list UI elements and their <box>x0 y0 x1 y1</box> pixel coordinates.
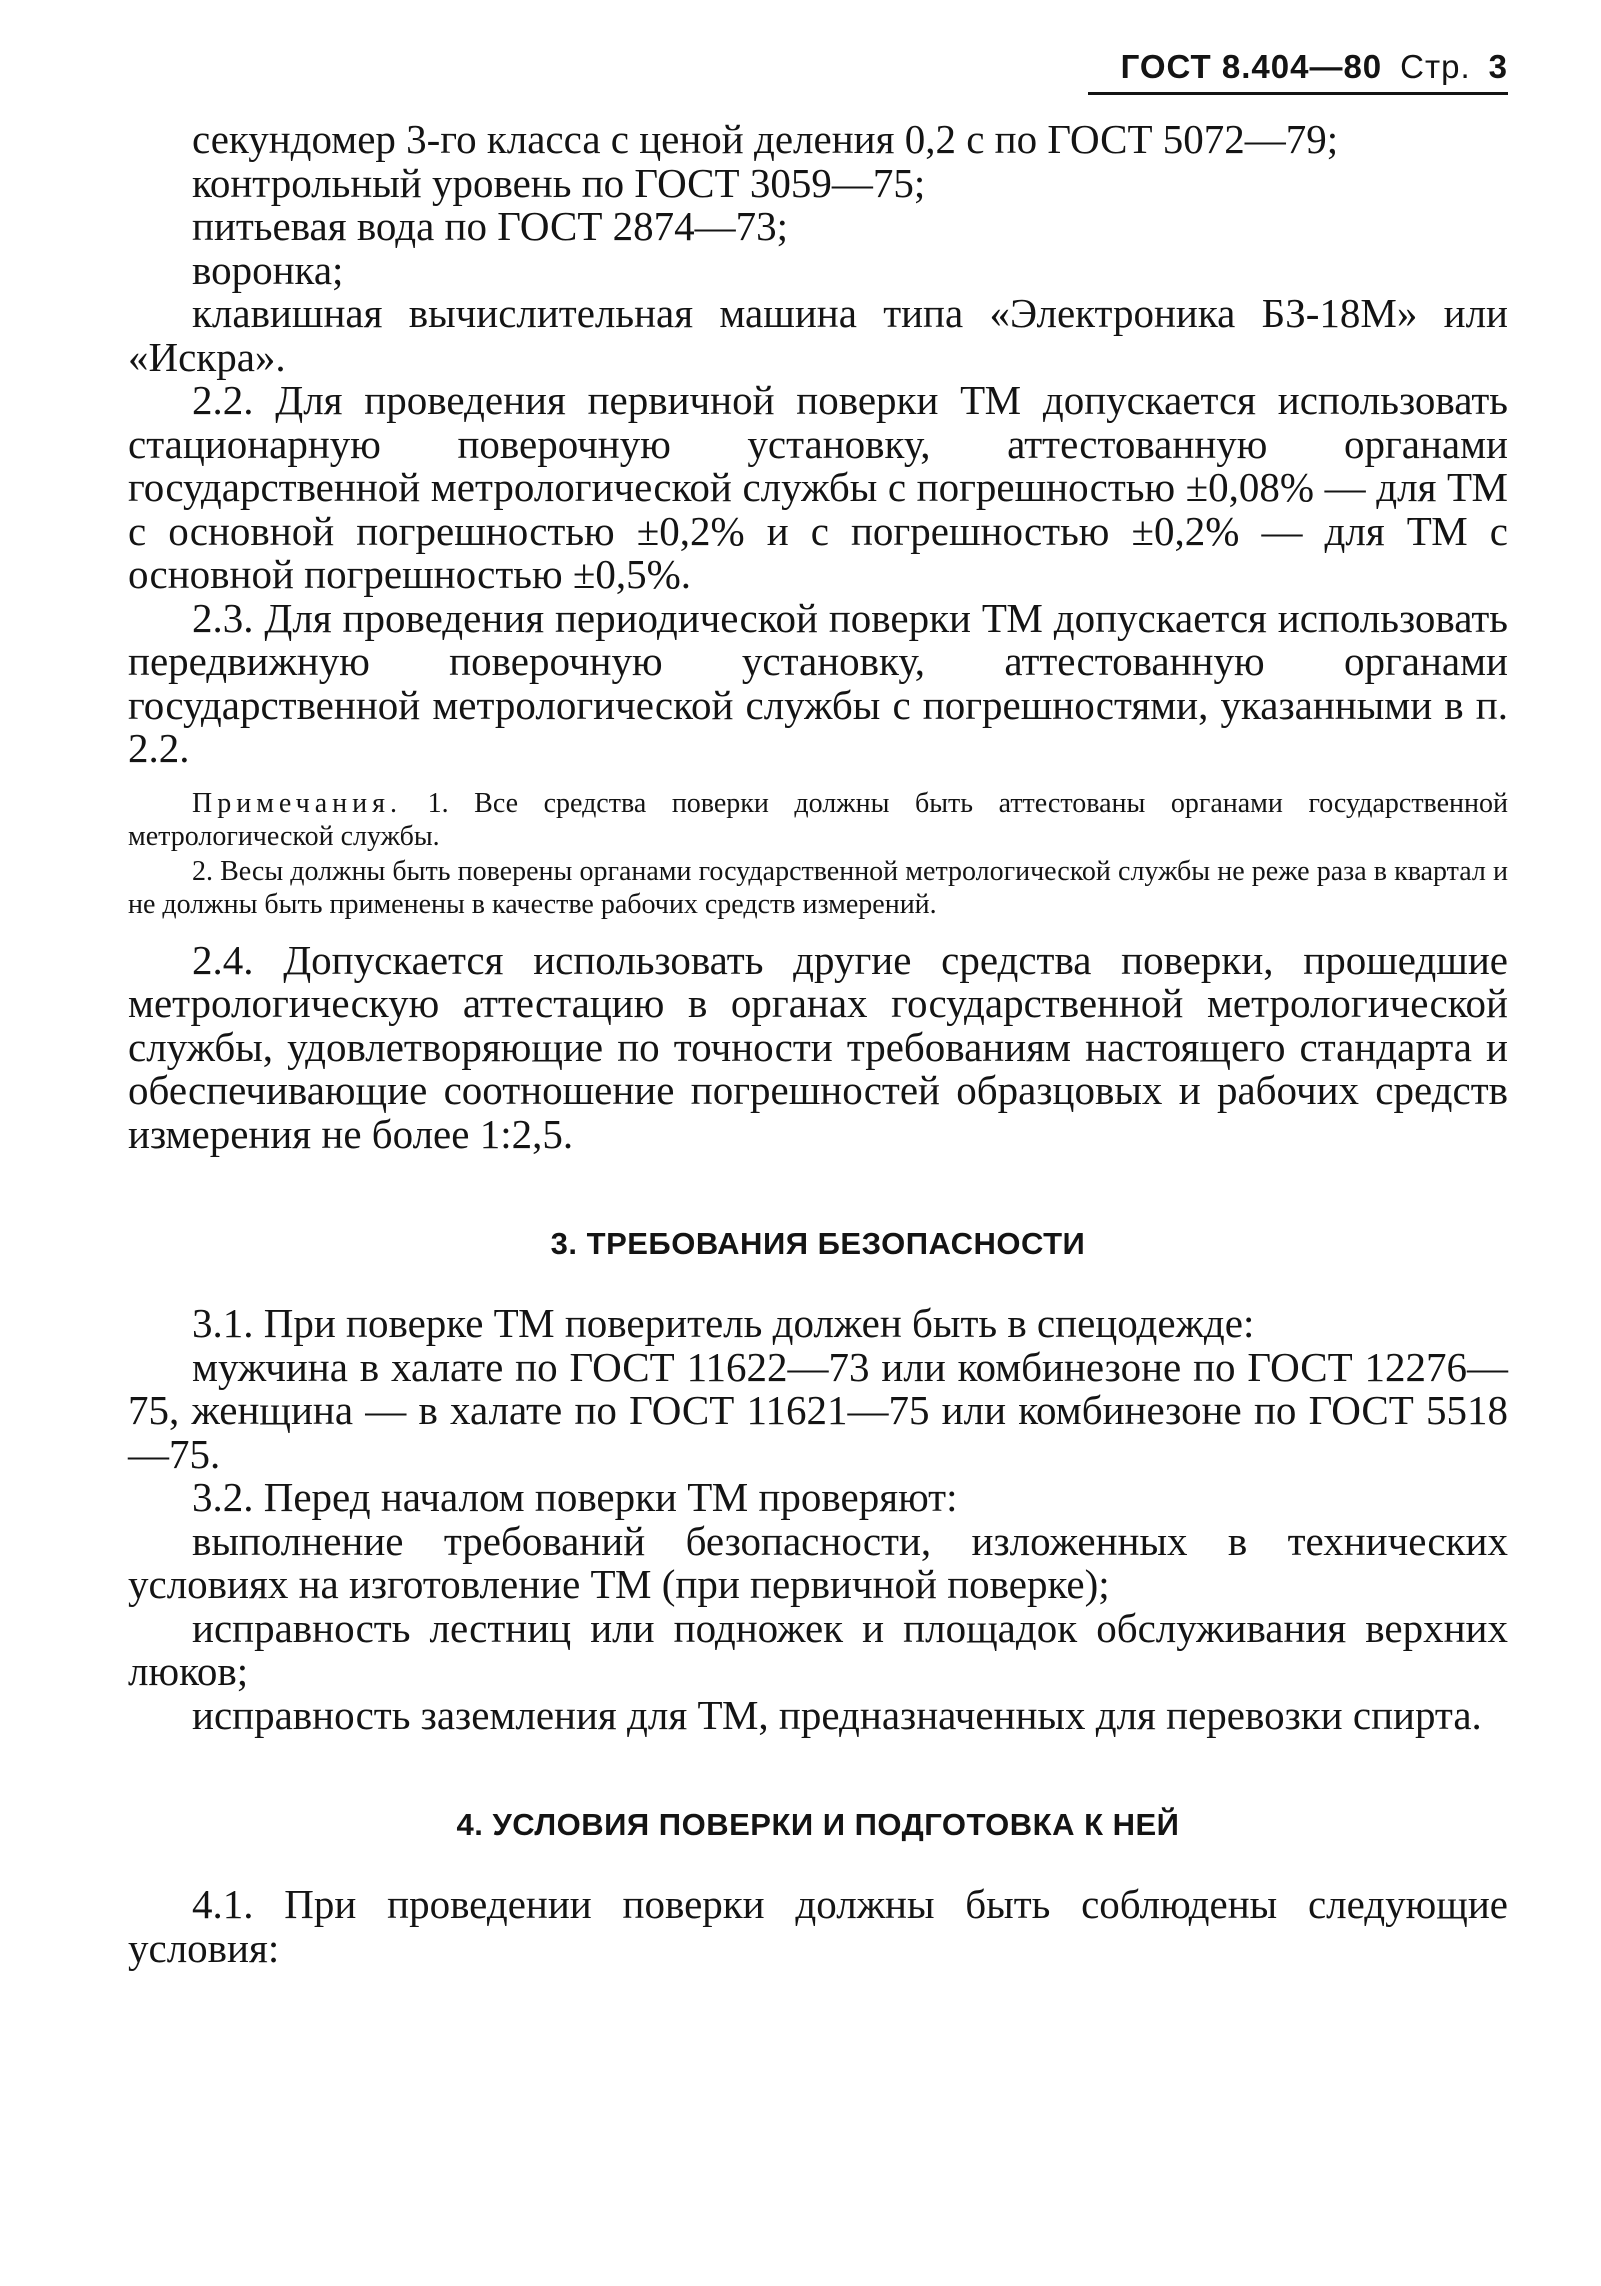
paragraph-2-3: 2.3. Для проведения периодической поверки ТМ допускается использовать передвижную поверочную установку, аттестованную органами государственной метрологической службы с погрешностями, указанными в п. 2.2. <box>128 594 1508 771</box>
header-rule <box>1088 92 1508 95</box>
paragraph-3-1-clothing: мужчина в халате по ГОСТ 11622—73 или комбинезоне по ГОСТ 12276—75, женщина — в халате по ГОСТ 11621—75 или комбинезоне по ГОСТ 5518—75. <box>128 1343 1508 1477</box>
paragraph-4-1: 4.1. При проведении поверки должны быть соблюдены следующие условия: <box>128 1881 1508 1971</box>
paragraph-3-2: 3.2. Перед началом поверки ТМ проверяют: <box>192 1474 958 1520</box>
body-text <box>128 118 1508 1970</box>
section-4-title: 4. УСЛОВИЯ ПОВЕРКИ И ПОДГОТОВКА К НЕЙ <box>456 1807 1180 1842</box>
notes-label: Примечания. <box>192 787 403 819</box>
list-item-level: контрольный уровень по ГОСТ 3059—75; <box>192 159 926 206</box>
check-item-ladders: исправность лестниц или подножек и площадок обслуживания верхних люков; <box>128 1604 1508 1694</box>
page-number: 3 <box>1488 48 1508 85</box>
check-item-grounding: исправность заземления для ТМ, предназначенных для перевозки спирта. <box>192 1691 1482 1738</box>
list-item-stopwatch: секундомер 3-го класса с ценой деления 0,2 с по ГОСТ 5072—79; <box>192 116 1339 162</box>
document-page <box>128 30 1508 2270</box>
section-3-title: 3. ТРЕБОВАНИЯ БЕЗОПАСНОСТИ <box>550 1226 1086 1261</box>
check-item-requirements: выполнение требований безопасности, изложенных в технических условиях на изготовление ТМ (при первичной поверке); <box>128 1517 1508 1607</box>
page-label: Стр. <box>1400 48 1471 85</box>
standard-number: ГОСТ 8.404—80 <box>1120 48 1383 85</box>
list-item-funnel: воронка; <box>192 246 344 293</box>
paragraph-3-1: 3.1. При поверке ТМ поверитель должен быть в спецодежде: <box>192 1300 1255 1346</box>
paragraph-2-4: 2.4. Допускается использовать другие средства поверки, прошедшие метрологическую аттестацию в органах государственной метрологической службы, удовлетворяющие по точности требованиям настоящего стандарта и обеспечивающие соотношение погрешностей образцовых и рабочих средств измерения не более 1:2,5. <box>128 936 1508 1157</box>
running-header <box>1121 30 1508 86</box>
note-2: 2. Весы должны быть поверены органами государственной метрологической службы не реже раза в квартал и не должны быть применены в качестве рабочих средств измерений. <box>128 855 1508 920</box>
list-item-water: питьевая вода по ГОСТ 2874—73; <box>192 203 789 249</box>
note-1 <box>128 787 1508 853</box>
list-item-calculator: клавишная вычислительная машина типа «Электроника БЗ-18М» или «Искра». <box>128 290 1508 380</box>
note-1-text: 1. Все средства поверки должны быть аттестованы органами государственной метрологической службы. <box>128 787 1508 852</box>
paragraph-2-2: 2.2. Для проведения первичной поверки ТМ допускается использовать стационарную поверочную установку, аттестованную органами государственной метрологической службы с погрешностью ±0,08% — для ТМ с основной погрешностью ±0,2% и с погрешностью ±0,2% — для ТМ с основной погрешностью ±0,5%. <box>128 377 1508 597</box>
